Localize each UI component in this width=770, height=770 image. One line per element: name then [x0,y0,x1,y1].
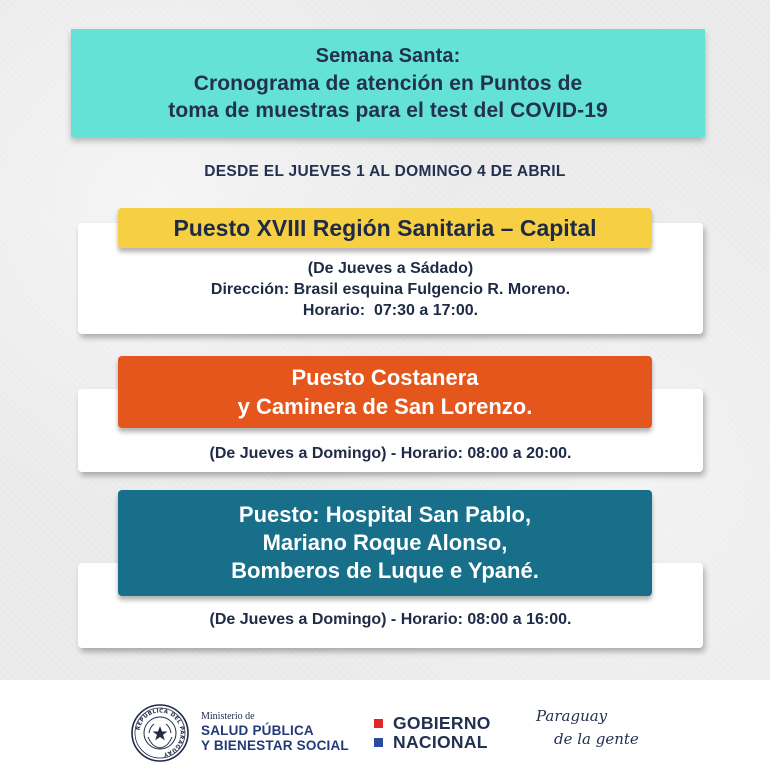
title-banner [71,29,705,137]
ministry-logo [201,711,349,753]
location-name: Mariano Roque Alonso, [262,530,508,555]
flag-squares-icon [374,719,383,747]
paraguay-seal-icon [130,703,190,763]
title-line: Semana Santa: [315,44,461,67]
paraguay-de-la-gente-logo [530,703,640,763]
location-label-hospital-san-pablo [118,490,652,596]
address-text: Dirección: Brasil esquina Fulgencio R. Moreno. [210,281,571,298]
ministry-name-line: SALUD PÚBLICA [201,723,314,738]
gobierno-line: NACIONAL [393,732,488,752]
location-label-capital [118,208,652,248]
location-name: Puesto XVIII Región Sanitaria – Capital [173,214,597,241]
ministry-name-line: Y BIENESTAR SOCIAL [201,738,349,753]
location-name: y Caminera de San Lorenzo. [237,394,533,419]
svg-text:REPUBLICA DEL PARAGUAY: REPUBLICA DEL PARAGUAY [135,708,185,758]
days-text: (De Jueves a Sádado) [307,260,474,277]
slogan-line: de la gente [554,730,639,748]
location-name: Puesto: Hospital San Pablo, [238,502,532,527]
slogan-line: Paraguay [536,707,608,725]
location-details [78,258,703,321]
title-line: toma de muestras para el test del COVID-19 [168,98,608,122]
ministry-prefix: Ministerio de [201,711,255,722]
location-label-costanera [118,356,652,428]
gobierno-line: GOBIERNO [393,713,491,733]
gobierno-nacional-logo [374,714,491,752]
location-name: Bomberos de Luque e Ypané. [231,558,539,583]
date-range: DESDE EL JUEVES 1 AL DOMINGO 4 DE ABRIL [204,163,566,180]
location-details: (De Jueves a Domingo) - Horario: 08:00 a 16:00. [209,611,572,628]
location-name: Puesto Costanera [291,365,479,390]
hours-text: Horario: 07:30 a 17:00. [302,302,479,319]
location-details: (De Jueves a Domingo) - Horario: 08:00 a 20:00. [209,445,572,462]
title-line: Cronograma de atención en Puntos de [193,71,583,95]
